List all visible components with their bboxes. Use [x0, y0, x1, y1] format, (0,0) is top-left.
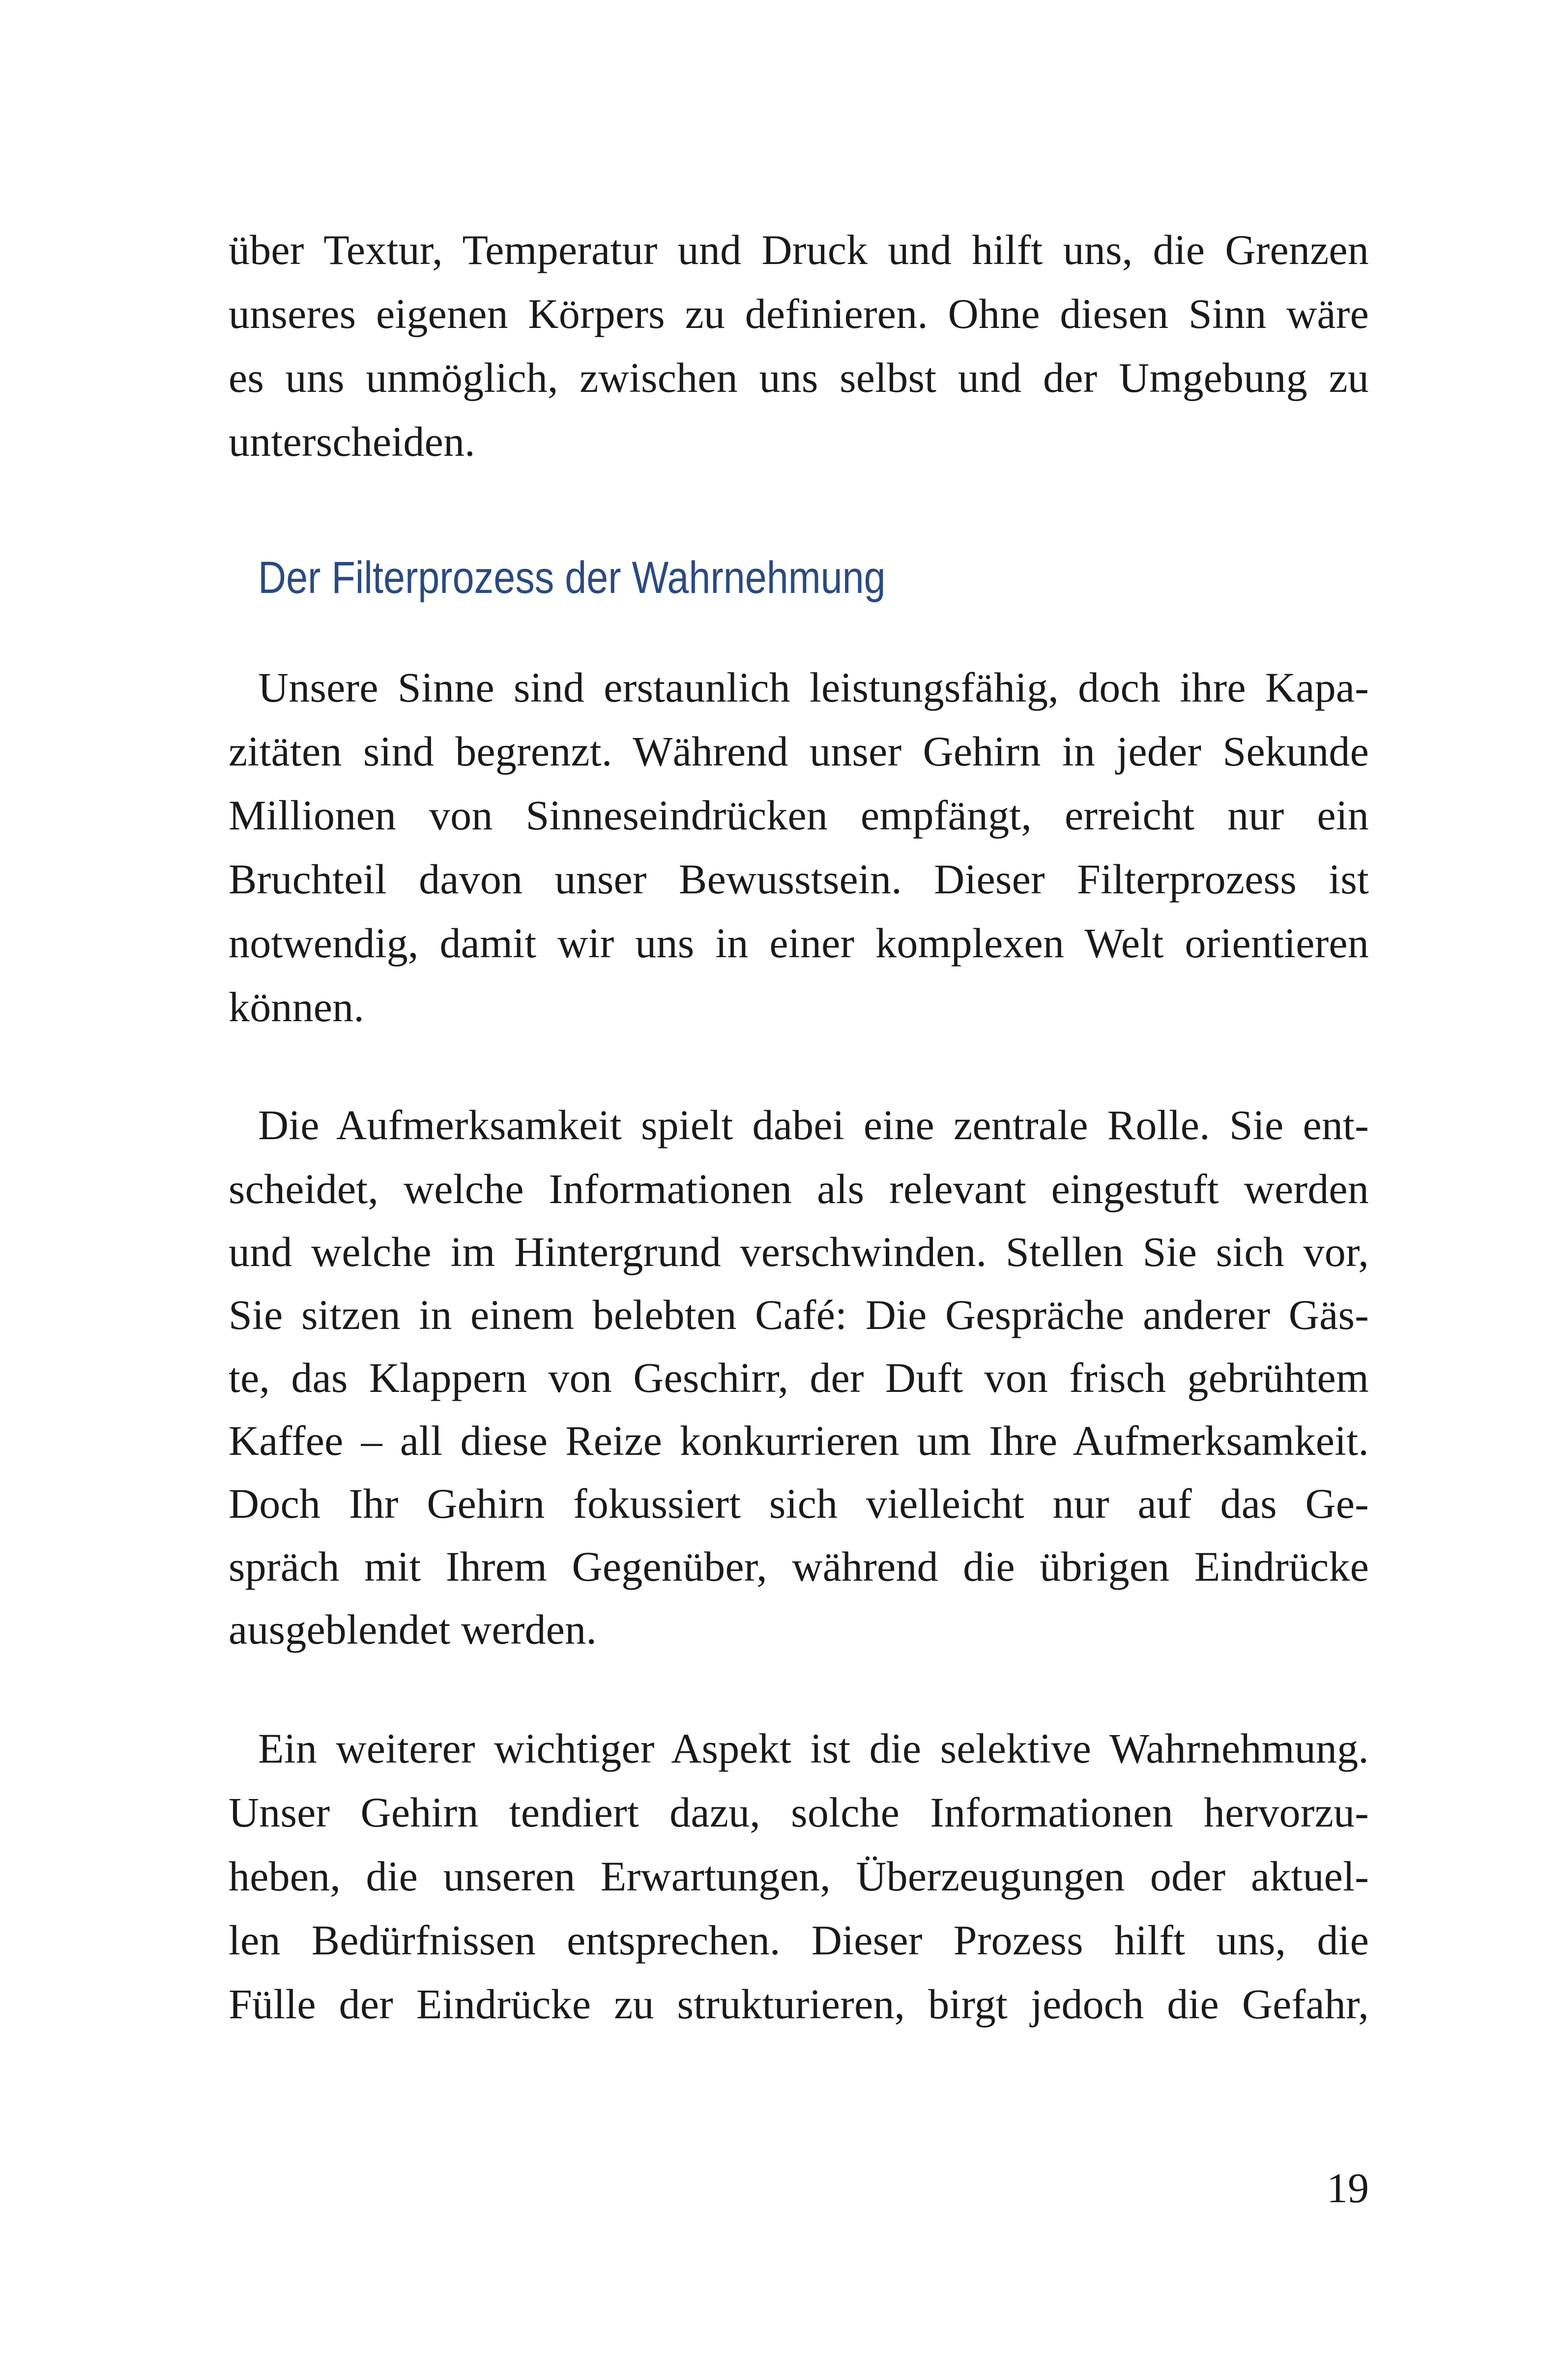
paragraph-1-line-3: es uns unmöglich, zwischen uns selbst und der Umgebung zu — [229, 354, 1369, 401]
paragraph-1-line-1: über Textur, Temperatur und Druck und hilft uns, die Grenzen — [229, 226, 1369, 273]
paragraph-3-line-6: Kaffee – all diese Reize konkurrieren um Ihre Aufmerksamkeit. — [229, 1417, 1369, 1464]
paragraph-2-line-1: Unsere Sinne sind erstaunlich leistungsfähig, doch ihre Kapa- — [258, 664, 1369, 711]
paragraph-4-line-1: Ein weiterer wichtiger Aspekt ist die selektive Wahrnehmung. — [258, 1725, 1369, 1772]
paragraph-4-line-3: heben, die unseren Erwartungen, Überzeugungen oder aktuel- — [229, 1853, 1369, 1900]
paragraph-2-line-6: können. — [229, 983, 365, 1031]
paragraph-3-line-7: Doch Ihr Gehirn fokussiert sich vielleicht nur auf das Ge- — [229, 1480, 1369, 1527]
paragraph-2-line-4: Bruchteil davon unser Bewusstsein. Dieser Filterprozess ist — [229, 856, 1369, 903]
paragraph-3-line-5: te, das Klappern von Geschirr, der Duft von frisch gebrühtem — [229, 1354, 1369, 1401]
paragraph-2-line-3: Millionen von Sinneseindrücken empfängt, erreicht nur ein — [229, 792, 1369, 839]
paragraph-3-line-1: Die Aufmerksamkeit spielt dabei eine zentrale Rolle. Sie ent- — [258, 1101, 1369, 1149]
paragraph-2-line-2: zitäten sind begrenzt. Während unser Gehirn in jeder Sekunde — [229, 728, 1369, 775]
paragraph-4-line-2: Unser Gehirn tendiert dazu, solche Informationen hervorzu- — [229, 1789, 1369, 1836]
paragraph-1-line-4: unterscheiden. — [229, 418, 475, 465]
paragraph-3-line-2: scheidet, welche Informationen als relevant eingestuft werden — [229, 1165, 1369, 1212]
paragraph-4-line-4: len Bedürfnissen entsprechen. Dieser Prozess hilft uns, die — [229, 1917, 1369, 1964]
paragraph-1-line-2: unseres eigenen Körpers zu definieren. Ohne diesen Sinn wäre — [229, 290, 1369, 337]
section-heading: Der Filterprozess der Wahrnehmung — [258, 553, 886, 603]
paragraph-2-line-5: notwendig, damit wir uns in einer komplexen Welt orientieren — [229, 919, 1369, 967]
paragraph-4-line-5: Fülle der Eindrücke zu strukturieren, birgt jedoch die Gefahr, — [229, 1980, 1369, 2028]
paragraph-3-line-8: spräch mit Ihrem Gegenüber, während die übrigen Eindrücke — [229, 1543, 1369, 1590]
paragraph-3-line-3: und welche im Hintergrund verschwinden. Stellen Sie sich vor, — [229, 1228, 1369, 1275]
paragraph-3-line-4: Sie sitzen in einem belebten Café: Die Gespräche anderer Gäs- — [229, 1291, 1369, 1338]
page-number: 19 — [1327, 2164, 1369, 2212]
paragraph-3-line-9: ausgeblendet werden. — [229, 1606, 597, 1653]
